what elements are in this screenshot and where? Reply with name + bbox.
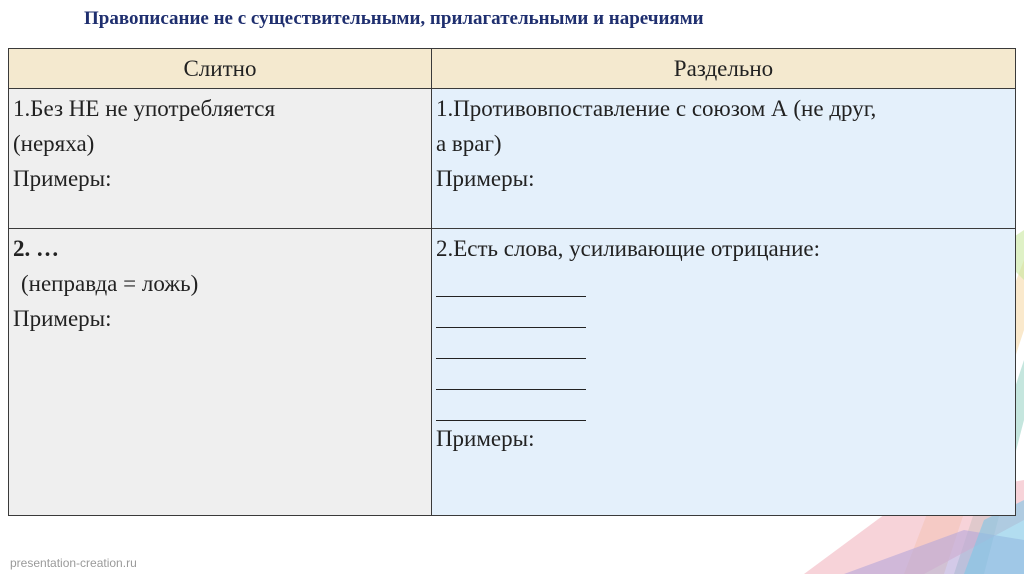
fill-in-blank-line[interactable]	[436, 390, 586, 421]
table-row	[9, 89, 1016, 229]
rule-text: 1.Без НЕ не употребляется	[13, 96, 276, 121]
column-header-separate: Раздельно	[431, 49, 1015, 89]
rules-table	[8, 48, 1016, 516]
table-row	[9, 229, 1016, 516]
examples-label: Примеры:	[435, 166, 535, 191]
table-cell-separate-1	[431, 89, 1015, 229]
table-cell-together-1	[9, 89, 432, 229]
examples-label: Примеры:	[435, 426, 535, 451]
rule-example-word: (неправда = ложь)	[21, 271, 199, 296]
table-header-row	[9, 49, 1016, 89]
examples-label: Примеры:	[13, 166, 112, 191]
fill-in-blank-line[interactable]	[436, 359, 586, 390]
examples-label: Примеры:	[13, 306, 112, 331]
table-cell-together-2	[9, 229, 432, 516]
rule-number: 2. …	[13, 236, 59, 261]
rule-example-word: (неряха)	[13, 131, 95, 156]
rule-example-word: а враг)	[435, 131, 502, 156]
rule-text: 1.Противовпоставление с союзом А (не друг,	[435, 96, 877, 121]
fill-in-blank-line[interactable]	[436, 328, 586, 359]
footer-watermark: presentation-creation.ru	[10, 556, 137, 570]
column-header-together: Слитно	[9, 49, 432, 89]
table-cell-separate-2	[431, 229, 1015, 516]
fill-in-blank-line[interactable]	[436, 297, 586, 328]
rule-text: 2.Есть слова, усиливающие отрицание:	[435, 236, 820, 261]
page-title: Правописание не с существительными, прилагательными и наречиями	[84, 8, 704, 29]
fill-in-blank-line[interactable]	[436, 266, 586, 297]
